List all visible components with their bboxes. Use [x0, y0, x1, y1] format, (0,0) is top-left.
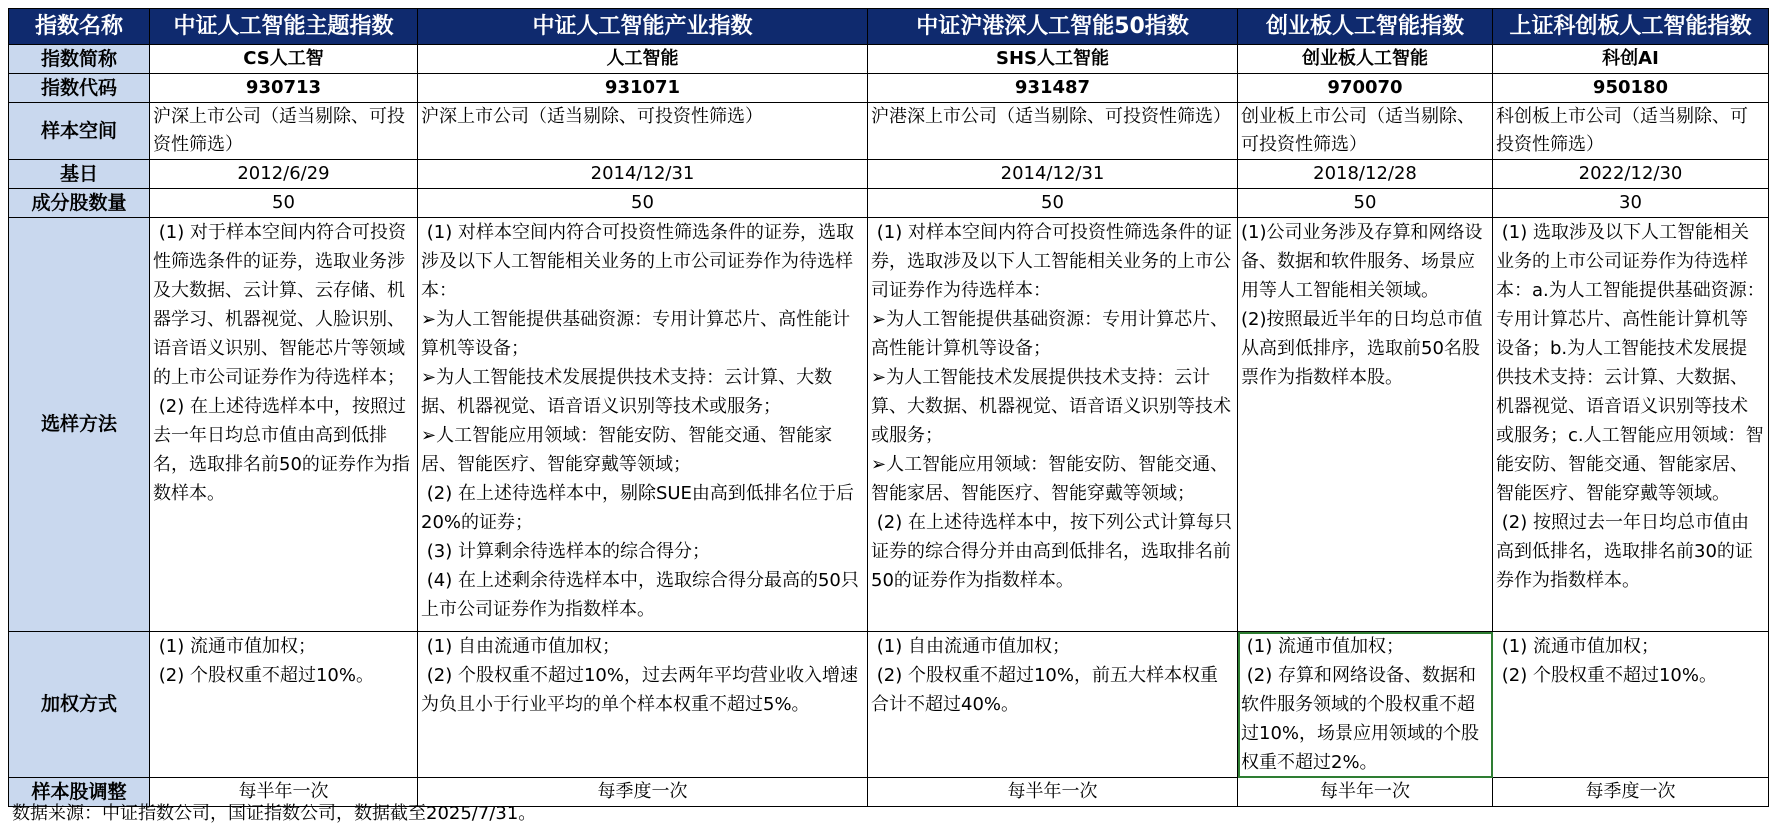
cell-weighting-method[interactable] — [868, 632, 1238, 778]
cell-index-code[interactable]: 970070 — [1238, 74, 1493, 103]
row-label-index-code: 指数代码 — [9, 74, 150, 103]
cell-text: (1) 流通市值加权； (2) 存算和网络设备、数据和软件服务领域的个股权重不超过10%，场景应用领域的个股权重不超过2%。 — [1241, 636, 1480, 773]
cell-text: 科创板上市公司（适当剔除、可投资性筛选） — [1496, 106, 1748, 155]
cell-text: (1) 自由流通市值加权； (2) 个股权重不超过10%，过去两年平均营业收入增速为负且小于行业平均的单个样本权重不超过5%。 — [421, 636, 858, 715]
data-source-note: 数据来源：中证指数公司，国证指数公司，数据截至2025/7/31。 — [12, 803, 537, 824]
cell-text: (1) 对样本空间内符合可投资性筛选条件的证券，选取涉及以下人工智能相关业务的上市公司证券作为待选样本： ➢为人工智能提供基础资源：专用计算芯片、高性能计算机等设备； ➢为人工智能技术发展提供技术支持：云计算、大数据、机器视觉、语音语义识别等技术或服务； ➢人工智能应用领域：智能安防、智能交通、智能家居、智能医疗、智能穿戴等领域； (2) 在上述待选样本中，按下列公式计算每只证券的综合得分并由高到低排名，选取排名前50的证券作为指数样本。 — [871, 222, 1232, 591]
header-col-shs-ai-50: 中证沪港深人工智能50指数 — [868, 9, 1238, 45]
cell-sample-space[interactable] — [868, 103, 1238, 160]
row-sample-space — [9, 103, 1769, 160]
cell-base-date[interactable]: 2012/6/29 — [150, 160, 418, 189]
row-label-sample-space: 样本空间 — [9, 103, 150, 160]
cell-base-date[interactable]: 2014/12/31 — [868, 160, 1238, 189]
cell-text: (1) 选取涉及以下人工智能相关业务的上市公司证券作为待选样本：a.为人工智能提供基础资源：专用计算芯片、高性能计算机等设备；b.为人工智能技术发展提供技术支持：云计算、大数据、机器视觉、语音语义识别等技术或服务；c.人工智能应用领域：智能安防、智能交通、智能家居、智能医疗、智能穿戴等领域。 (2) 按照过去一年日均总市值由高到低排名，选取排名前30的证券作为指数样本。 — [1496, 222, 1765, 591]
row-index-code — [9, 74, 1769, 103]
cell-text: (1) 流通市值加权； (2) 个股权重不超过10%。 — [158, 636, 374, 686]
cell-base-date[interactable]: 2022/12/30 — [1493, 160, 1769, 189]
cell-index-code[interactable]: 931487 — [868, 74, 1238, 103]
cell-constituent-count[interactable]: 30 — [1493, 189, 1769, 218]
cell-selection-method[interactable] — [150, 218, 418, 632]
row-label-base-date: 基日 — [9, 160, 150, 189]
row-weighting-method — [9, 632, 1769, 778]
cell-index-code[interactable]: 931071 — [418, 74, 868, 103]
cell-weighting-method[interactable] — [150, 632, 418, 778]
cell-index-code[interactable]: 930713 — [150, 74, 418, 103]
cell-abbreviation[interactable]: 科创AI — [1493, 45, 1769, 74]
cell-constituent-count[interactable]: 50 — [418, 189, 868, 218]
cell-weighting-method-selected[interactable] — [1238, 632, 1493, 778]
cell-constituent-count[interactable]: 50 — [1238, 189, 1493, 218]
cell-sample-space[interactable] — [150, 103, 418, 160]
cell-rebalance-frequency[interactable]: 每季度一次 — [1493, 778, 1769, 807]
header-row — [9, 9, 1769, 45]
header-label: 指数名称 — [9, 9, 150, 45]
cell-text: 创业板上市公司（适当剔除、可投资性筛选） — [1241, 106, 1475, 155]
row-base-date — [9, 160, 1769, 189]
header-col-cs-ai-industry: 中证人工智能产业指数 — [418, 9, 868, 45]
cell-base-date[interactable]: 2014/12/31 — [418, 160, 868, 189]
header-col-star-ai: 上证科创板人工智能指数 — [1493, 9, 1769, 45]
cell-index-code[interactable]: 950180 — [1493, 74, 1769, 103]
row-label-abbreviation: 指数简称 — [9, 45, 150, 74]
cell-rebalance-frequency[interactable]: 每半年一次 — [868, 778, 1238, 807]
row-label-weighting-method: 加权方式 — [9, 632, 150, 778]
cell-selection-method[interactable] — [418, 218, 868, 632]
index-comparison-table — [8, 8, 1769, 807]
cell-abbreviation[interactable]: CS人工智 — [150, 45, 418, 74]
cell-rebalance-frequency[interactable]: 每半年一次 — [1238, 778, 1493, 807]
row-label-constituent-count: 成分股数量 — [9, 189, 150, 218]
cell-selection-method[interactable] — [868, 218, 1238, 632]
cell-rebalance-frequency[interactable]: 每半年一次 — [150, 778, 418, 807]
cell-text: (1) 对样本空间内符合可投资性筛选条件的证券，选取涉及以下人工智能相关业务的上市公司证券作为待选样本： ➢为人工智能提供基础资源：专用计算芯片、高性能计算机等设备； ➢为人工智能技术发展提供技术支持：云计算、大数据、机器视觉、语音语义识别等技术或服务； ➢人工智能应用领域：智能安防、智能交通、智能家居、智能医疗、智能穿戴等领域； (2) 在上述待选样本中，剔除SUE由高到低排名位于后20%的证券； (3) 计算剩余待选样本的综合得分； (4) 在上述剩余待选样本中，选取综合得分最高的50只上市公司证券作为指数样本。 — [421, 222, 859, 620]
cell-sample-space[interactable] — [418, 103, 868, 160]
row-selection-method — [9, 218, 1769, 632]
header-col-cs-ai-theme: 中证人工智能主题指数 — [150, 9, 418, 45]
row-constituent-count — [9, 189, 1769, 218]
cell-constituent-count[interactable]: 50 — [150, 189, 418, 218]
cell-weighting-method[interactable] — [418, 632, 868, 778]
cell-selection-method[interactable] — [1493, 218, 1769, 632]
row-abbreviation — [9, 45, 1769, 74]
cell-text: 沪港深上市公司（适当剔除、可投资性筛选） — [871, 106, 1231, 127]
cell-selection-method[interactable] — [1238, 218, 1493, 632]
cell-abbreviation[interactable]: 创业板人工智能 — [1238, 45, 1493, 74]
header-col-chinext-ai: 创业板人工智能指数 — [1238, 9, 1493, 45]
row-label-selection-method: 选样方法 — [9, 218, 150, 632]
row-label-rebalance-frequency: 样本股调整 — [9, 778, 150, 807]
cell-weighting-method[interactable] — [1493, 632, 1769, 778]
cell-sample-space[interactable] — [1238, 103, 1493, 160]
cell-abbreviation[interactable]: 人工智能 — [418, 45, 868, 74]
cell-constituent-count[interactable]: 50 — [868, 189, 1238, 218]
cell-text: (1) 流通市值加权； (2) 个股权重不超过10%。 — [1501, 636, 1717, 686]
cell-text: (1) 对于样本空间内符合可投资性筛选条件的证券，选取业务涉及大数据、云计算、云存储、机器学习、机器视觉、人脸识别、语音语义识别、智能芯片等领域的上市公司证券作为待选样本； (2) 在上述待选样本中，按照过去一年日均总市值由高到低排名，选取排名前50的证券作为指数样本。 — [153, 222, 410, 504]
cell-text: (1)公司业务涉及存算和网络设备、数据和软件服务、场景应用等人工智能相关领域。 (2)按照最近半年的日均总市值从高到低排序，选取前50名股票作为指数样本股。 — [1241, 222, 1483, 388]
cell-base-date[interactable]: 2018/12/28 — [1238, 160, 1493, 189]
cell-rebalance-frequency[interactable]: 每季度一次 — [418, 778, 868, 807]
cell-text: (1) 自由流通市值加权； (2) 个股权重不超过10%，前五大样本权重合计不超过40%。 — [871, 636, 1218, 715]
cell-sample-space[interactable] — [1493, 103, 1769, 160]
cell-text: 沪深上市公司（适当剔除、可投资性筛选） — [421, 106, 763, 127]
cell-abbreviation[interactable]: SHS人工智能 — [868, 45, 1238, 74]
cell-text: 沪深上市公司（适当剔除、可投资性筛选） — [153, 106, 405, 155]
